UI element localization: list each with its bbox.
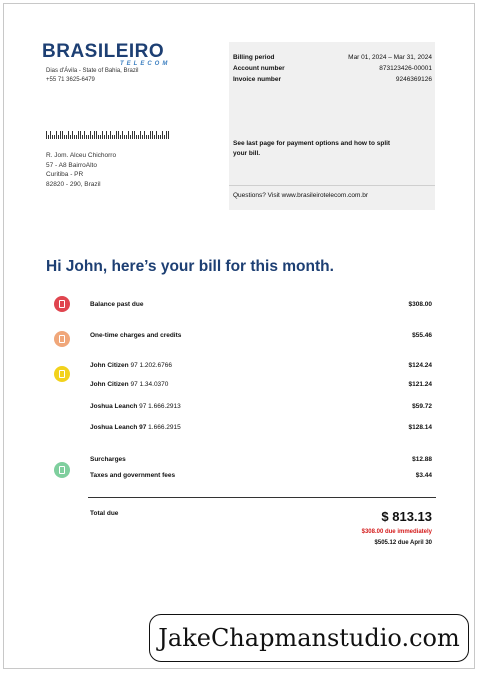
- customer-postal: 82820 - 290, Brazil: [46, 180, 101, 188]
- line-amount: $128.14: [408, 424, 432, 431]
- total-due-amount: $ 813.13: [381, 509, 432, 524]
- taxes-fees-amount: $3.44: [415, 472, 432, 479]
- line-name: Joshua Leanch 97: [90, 424, 147, 431]
- watermark-label: JakeChapmanstudio.com: [149, 614, 469, 662]
- billing-box-divider: [229, 185, 435, 186]
- payment-options-note: See last page for payment options and how to split your bill.: [233, 140, 391, 157]
- calculator-icon: [54, 462, 70, 478]
- invoice-number-label: Invoice number: [233, 76, 282, 83]
- surcharges-amount: $12.88: [412, 456, 432, 463]
- one-time-charges-label: One-time charges and credits: [90, 332, 182, 339]
- postal-barcode: [46, 131, 170, 139]
- line-number: 1.666.2915: [148, 424, 181, 431]
- customer-city: Curitiba - PR: [46, 171, 84, 178]
- line-item: [90, 403, 181, 410]
- due-later: $505.12 due April 30: [374, 540, 432, 546]
- billing-period-value: Mar 01, 2024 – Mar 31, 2024: [348, 54, 432, 61]
- line-amount: $59.72: [412, 403, 432, 410]
- line-number: 97 1.202.6766: [130, 362, 173, 369]
- invoice-number-value: 9246369126: [395, 76, 432, 83]
- line-amount: $124.24: [408, 362, 432, 369]
- company-logo: BRASILEIRO: [42, 41, 165, 62]
- total-divider: [88, 497, 436, 498]
- bill-headline: Hi John, here’s your bill for this month.: [46, 258, 334, 275]
- line-name: Joshua Leanch: [90, 403, 138, 410]
- account-number-label: Account number: [233, 65, 285, 72]
- line-item: [90, 381, 168, 388]
- line-number: 97 1.34.0370: [130, 381, 169, 388]
- line-item: [90, 362, 172, 369]
- total-due-label: Total due: [90, 510, 119, 517]
- balance-past-due-amount: $308.00: [408, 301, 432, 308]
- receipt-icon: [54, 331, 70, 347]
- surcharges-label: Surcharges: [90, 456, 126, 463]
- questions-link[interactable]: Questions? Visit www.brasileirotelecom.com.br: [233, 192, 368, 199]
- taxes-fees-label: Taxes and government fees: [90, 472, 176, 479]
- one-time-charges-amount: $55.46: [412, 332, 432, 339]
- balance-past-due-label: Balance past due: [90, 301, 144, 308]
- company-logo-subtitle: TELECOM: [120, 61, 171, 67]
- customer-street: 57 - A8 BairroAlto: [46, 161, 97, 169]
- line-item: [90, 424, 181, 431]
- company-address: Dias d'Ávila - State of Bahia, Brazil: [46, 68, 139, 74]
- line-amount: $121.24: [408, 381, 432, 388]
- phone-icon: [54, 366, 70, 382]
- line-number: 97 1.666.2913: [139, 403, 181, 410]
- line-name: John Citizen: [90, 362, 129, 369]
- line-name: John Citizen: [90, 381, 129, 388]
- due-immediately: $308.00 due immediately: [361, 529, 432, 535]
- document-icon: [54, 296, 70, 312]
- billing-period-label: Billing period: [233, 54, 275, 61]
- customer-name: R. Jom. Alceu Chichorro: [46, 152, 117, 159]
- company-phone: +55 71 3625-6479: [46, 77, 95, 83]
- account-number-value: 873123426-00001: [379, 65, 432, 72]
